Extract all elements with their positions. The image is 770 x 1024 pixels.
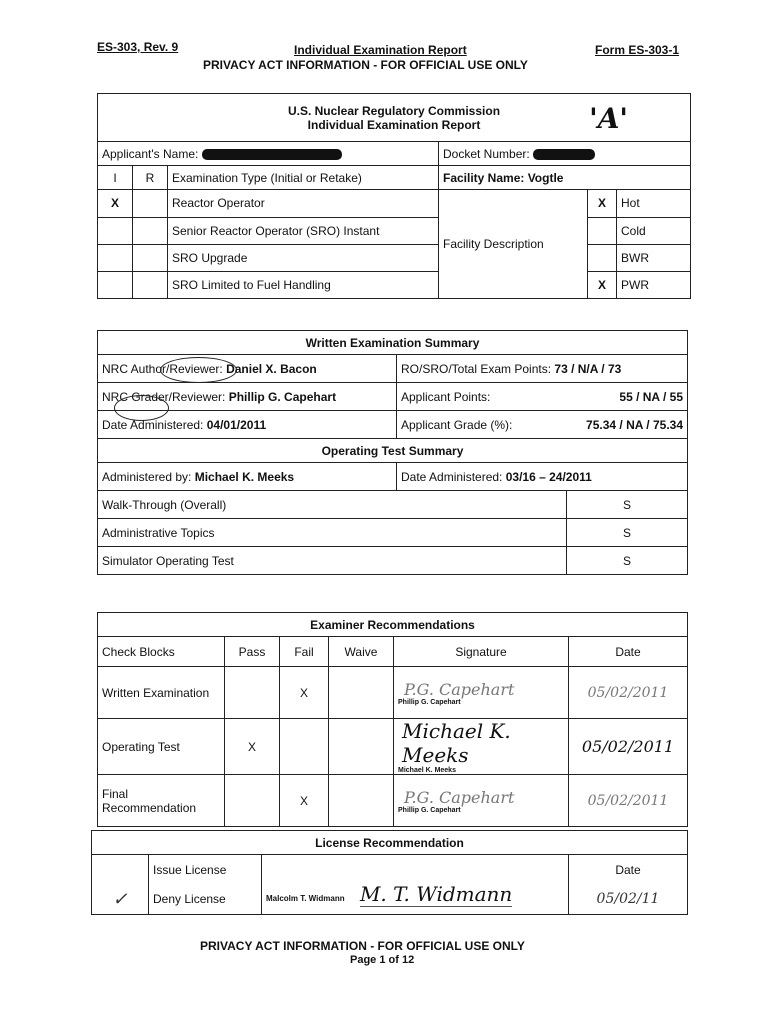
admin-by-label: Administered by: [102, 469, 192, 484]
privacy-banner-top: PRIVACY ACT INFORMATION - FOR OFFICIAL USE ONLY [203, 58, 528, 72]
col-r-header: R [133, 166, 168, 190]
exam-type-header: Examination Type (Initial or Retake) [168, 166, 439, 190]
applicant-name-redaction [202, 149, 342, 160]
privacy-banner-bottom: PRIVACY ACT INFORMATION - FOR OFFICIAL USE ONLY [200, 939, 525, 953]
points-cell [397, 355, 688, 383]
report-heading-cell [98, 94, 691, 142]
walkthrough-label: Walk-Through (Overall) [98, 491, 567, 519]
grader-label: NRC Grader/Reviewer: [102, 389, 226, 404]
page-number: Page 1 of 12 [350, 954, 415, 966]
written-pass [225, 667, 280, 719]
points-value: 73 / N/A / 73 [554, 361, 622, 376]
exam-type-i-1 [98, 217, 133, 244]
admin-topics-result: S [567, 519, 688, 547]
deny-license-label: Deny License [149, 885, 262, 915]
written-fail: X [280, 667, 329, 719]
date-header: Date [569, 637, 688, 667]
license-signature-cell [262, 855, 569, 915]
applicant-label: Applicant's Name: [102, 146, 199, 161]
facility-mark-2 [588, 244, 617, 271]
license-date-label: Date [569, 855, 688, 885]
written-date: 04/01/2011 [206, 417, 267, 432]
author-name: Daniel X. Bacon [226, 361, 317, 376]
facility-desc-0: Hot [617, 190, 691, 217]
waive-header: Waive [329, 637, 394, 667]
written-signature: P.G. Capehart [404, 679, 515, 699]
reviewer-circle [160, 357, 237, 383]
report-info-table [97, 93, 691, 299]
operating-test-label: Operating Test [98, 719, 225, 775]
admin-by-cell [98, 463, 397, 491]
final-fail: X [280, 775, 329, 827]
issue-check [92, 855, 149, 885]
written-exam-label: Written Examination [98, 667, 225, 719]
written-signer: Phillip G. Capehart [398, 698, 461, 706]
exam-type-0: Reactor Operator [168, 190, 439, 217]
operating-signature: Michael K. Meeks [402, 719, 511, 767]
exam-mark: 'A' [589, 102, 628, 135]
final-recommendation-label: Final Recommendation [98, 775, 225, 827]
simulator-label: Simulator Operating Test [98, 547, 567, 575]
facility-mark-1 [588, 217, 617, 244]
simulator-result: S [567, 547, 688, 575]
facility-desc-3: PWR [617, 271, 691, 298]
operating-test-title: Operating Test Summary [98, 439, 688, 463]
operating-date-cell [397, 463, 688, 491]
facility-description-label: Facility Description [439, 190, 588, 298]
operating-pass: X [225, 719, 280, 775]
facility-desc-1: Cold [617, 217, 691, 244]
grader-circle [114, 395, 169, 421]
grade-label: Applicant Grade (%): [401, 417, 513, 432]
form-number: ES-303, Rev. 9 [97, 40, 179, 54]
final-pass [225, 775, 280, 827]
final-date: 05/02/2011 [569, 775, 688, 827]
recommendations-title: Examiner Recommendations [98, 613, 688, 637]
col-i-header: I [98, 166, 133, 190]
signature-header: Signature [394, 637, 569, 667]
written-exam-title: Written Examination Summary [98, 331, 688, 355]
operating-signature-cell [394, 719, 569, 775]
exam-type-i-0: X [98, 190, 133, 217]
report-heading: Individual Examination Report [307, 117, 481, 132]
docket-label: Docket Number: [443, 146, 530, 161]
check-blocks-header: Check Blocks [98, 637, 225, 667]
pass-header: Pass [225, 637, 280, 667]
written-date-label: Date Administered: [102, 417, 204, 432]
facility-mark-3: X [588, 271, 617, 298]
agency-name: U.S. Nuclear Regulatory Commission [287, 103, 501, 118]
author-cell [98, 355, 397, 383]
admin-topics-label: Administrative Topics [98, 519, 567, 547]
license-signer: Malcolm T. Widmann [266, 894, 345, 903]
applicant-points-cell [397, 383, 688, 411]
license-date: 05/02/11 [569, 885, 688, 915]
applicant-points-value: 55 / NA / 55 [619, 389, 683, 404]
license-title: License Recommendation [92, 831, 688, 855]
form-id: Form ES-303-1 [595, 43, 680, 57]
facility-desc-2: BWR [617, 244, 691, 271]
report-title: Individual Examination Report [294, 43, 467, 57]
facility-name: Facility Name: Vogtle [439, 166, 691, 190]
docket-cell [439, 142, 691, 166]
operating-waive [329, 719, 394, 775]
operating-signer: Michael K. Meeks [398, 767, 456, 774]
operating-fail [280, 719, 329, 775]
admin-by-name: Michael K. Meeks [194, 469, 295, 484]
final-waive [329, 775, 394, 827]
final-signature: P.G. Capehart [404, 787, 515, 807]
exam-type-i-3 [98, 271, 133, 298]
written-date: 05/02/2011 [569, 667, 688, 719]
issue-license-label: Issue License [149, 855, 262, 885]
applicant-name-cell [98, 142, 439, 166]
final-signer: Phillip G. Capehart [398, 806, 461, 814]
exam-type-2: SRO Upgrade [168, 244, 439, 271]
final-signature-cell [394, 775, 569, 827]
operating-date-label: Date Administered: [401, 469, 503, 484]
applicant-points-label: Applicant Points: [401, 389, 491, 404]
exam-type-i-2 [98, 244, 133, 271]
walkthrough-result: S [567, 491, 688, 519]
operating-date: 03/16 – 24/2011 [505, 469, 592, 484]
recommendations-table [97, 612, 688, 827]
docket-redaction [533, 149, 595, 160]
license-table [91, 830, 688, 915]
points-label: RO/SRO/Total Exam Points: [401, 361, 552, 376]
exam-type-3: SRO Limited to Fuel Handling [168, 271, 439, 298]
deny-check: ✓ [92, 885, 149, 915]
grader-name: Phillip G. Capehart [228, 389, 337, 404]
fail-header: Fail [280, 637, 329, 667]
operating-date: 05/02/2011 [569, 719, 688, 775]
exam-type-1: Senior Reactor Operator (SRO) Instant [168, 217, 439, 244]
grade-cell [397, 411, 688, 439]
grade-value: 75.34 / NA / 75.34 [586, 417, 683, 432]
written-waive [329, 667, 394, 719]
license-signature: M. T. Widmann [359, 882, 513, 906]
facility-mark-0: X [588, 190, 617, 217]
author-label: NRC Author/Reviewer: [102, 361, 223, 376]
written-signature-cell [394, 667, 569, 719]
